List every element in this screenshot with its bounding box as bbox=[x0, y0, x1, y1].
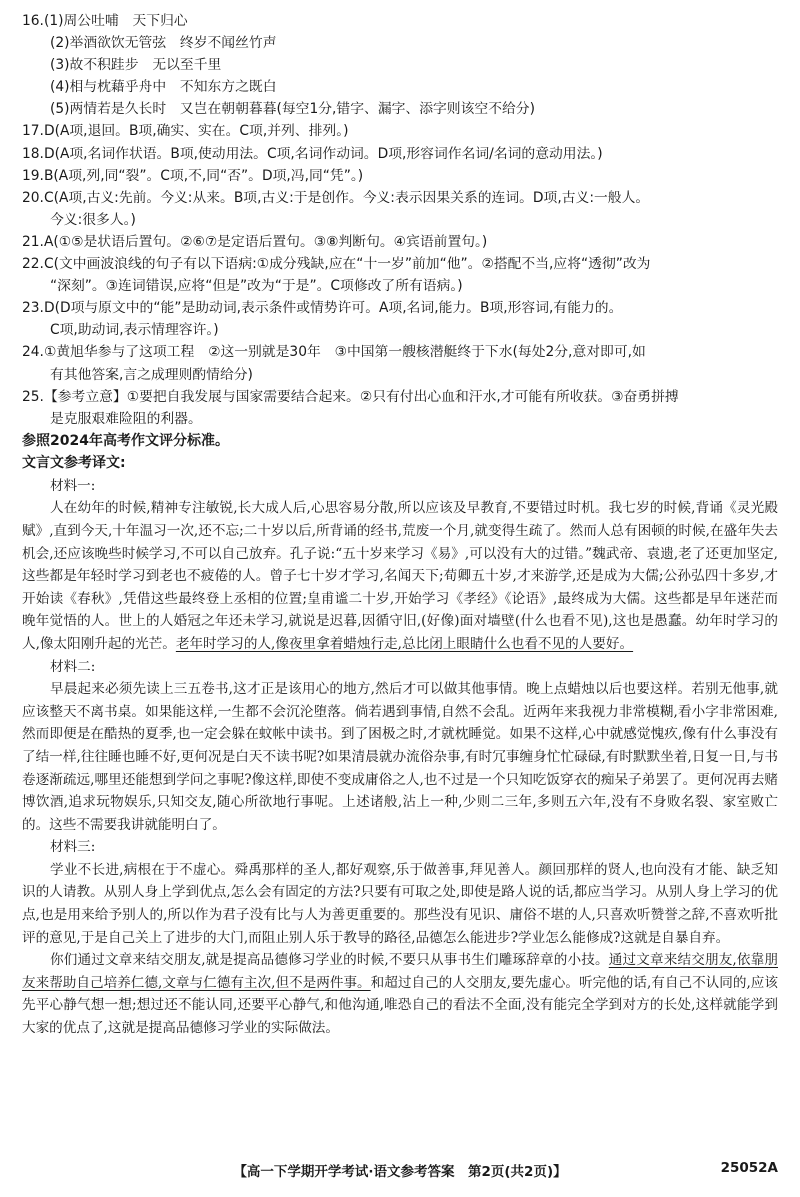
material-2-label: 材料二: bbox=[50, 658, 96, 675]
footer-title: 【高一下学期开学考试·语文参考答案 第2页(共2页)】 bbox=[233, 1164, 567, 1180]
answer-20-line2: 今义:很多人。) bbox=[50, 211, 136, 228]
answer-20-line1: 20.C(A项,古义:先前。今义:从来。B项,古义:于是创作。今义:表示因果关系的连词。D项,古义:一般人。 bbox=[22, 189, 650, 206]
material-1-label: 材料一: bbox=[50, 477, 96, 494]
material-3-para2 bbox=[22, 949, 778, 1039]
material-3-label: 材料三: bbox=[50, 839, 96, 856]
page-footer bbox=[0, 1160, 800, 1184]
answer-22-line2: “深刻”。③连词错误,应将“但是”改为“于是”。C项修改了所有语病。) bbox=[50, 278, 463, 295]
answer-24-line2: 有其他答案,言之成理则酌情给分) bbox=[50, 366, 253, 383]
material-1-text bbox=[22, 497, 778, 655]
answer-16-4: (4)相与枕藉乎舟中 不知东方之既白 bbox=[50, 79, 277, 96]
translation-title: 文言文参考译文: bbox=[22, 455, 126, 472]
answer-16-5: (5)两情若是久长时 又岂在朝朝暮暮(每空1分,错字、漏字、添字则该空不给分) bbox=[50, 101, 535, 118]
material-3-underlined: 通过文章来结交朋友,依靠朋友来帮助自己培养仁德,文章与仁德有主次,但不是两件事。 bbox=[22, 952, 778, 991]
answer-23-line2: C项,助动词,表示情理容许。) bbox=[50, 322, 219, 339]
answer-17: 17.D(A项,退回。B项,确实、实在。C项,并列、排列。) bbox=[22, 123, 349, 140]
material-1-underlined: 老年时学习的人,像夜里拿着蜡烛行走,总比闭上眼睛什么也看不见的人要好。 bbox=[175, 635, 634, 652]
answer-25-line1: 25.【参考立意】①要把自我发展与国家需要结合起来。②只有付出心血和汗水,才可能有所收获。③奋勇拼搏 bbox=[22, 388, 679, 405]
answer-list bbox=[22, 10, 778, 430]
answer-23-line1: 23.D(D项与原文中的“能”是助动词,表示条件或情势许可。A项,名词,能力。B项,形容词,有能力的。 bbox=[22, 300, 623, 317]
material-3-para1: 学业不长进,病根在于不虚心。舜禹那样的圣人,都好观察,乐于做善事,拜见善人。颜回那样的贤人,也向没有才能、缺乏知识的人请教。从别人身上学到优点,怎么会有固定的方法?只要有可取之处,即使是路人说的话,都应当学习。从别人身上学习的优点,也是用来给予别人的,所以作为君子没有比与人为善更重要的。那些没有见识、庸俗不堪的人,只喜欢听赞誉之辞,不喜欢听批评的意见,于是自己关上了进步的大门,而阻止别人乐于教导的路径,品德怎么能进步?学业怎么能修成?这就是自暴自弃。 bbox=[22, 861, 778, 946]
answer-22-line1: 22.C(文中画波浪线的句子有以下语病:①成分残缺,应在“十一岁”前加“他”。②搭配不当,应将“透彻”改为 bbox=[22, 256, 651, 273]
material-3-para2-a: 你们通过文章来结交朋友,就是提高品德修习学业的时候,不要只从事书生们雕琢辞章的小技。 bbox=[50, 952, 609, 969]
answer-16-3: (3)故不积跬步 无以至千里 bbox=[50, 57, 222, 74]
answer-25-line2: 是克服艰难险阻的利器。 bbox=[50, 410, 202, 427]
answer-19: 19.B(A项,列,同“裂”。C项,不,同“否”。D项,冯,同“凭”。) bbox=[22, 167, 364, 184]
material-1-body: 人在幼年的时候,精神专注敏锐,长大成人后,心思容易分散,所以应该及早教育,不要错过时机。我七岁的时候,背诵《灵光殿赋》,直到今天,十年温习一次,还不忘;二十岁以后,所背诵的经书,荒废一个月,就变得生疏了。然而人总有困顿的时候,在盛年失去机会,还应该晚些时候学习,不可以自己放弃。孔子说:“五十岁来学习《易》,可以没有大的过错。”魏武帝、袁遗,老了还更加坚定,这些都是年轻时学习到老也不疲倦的人。曾子七十岁才学习,名闻天下;荀卿五十岁,才来游学,还是成为大儒;公孙弘四十多岁,才开始读《春秋》,凭借这些最终登上丞相的位置;皇甫谧二十岁,开始学习《孝经》《论语》,最终成为大儒。这些都是早年迷茫而晚年觉悟的人。世上的人婚冠之年还未学习,就说是迟暮,因循守旧,(好像)面对墙壁(什么也看不见),这也是愚蠢。幼年时学习的人,像太阳刚升起的光芒。 bbox=[22, 500, 778, 652]
answer-16-2: (2)举酒欲饮无管弦 终岁不闻丝竹声 bbox=[50, 35, 277, 52]
answer-18: 18.D(A项,名词作状语。B项,使动用法。C项,名词作动词。D项,形容词作名词/名词的意动用法。) bbox=[22, 145, 603, 162]
material-2-text: 早晨起来必须先读上三五卷书,这才正是该用心的地方,然后才可以做其他事情。晚上点蜡烛以后也要这样。若别无他事,就应该整天不离书桌。如果能这样,一生都不会沉沦堕落。倘若遇到事情,自然不会乱。近两年来我视力非常模糊,看小字非常困难,然而即便是在酷热的夏季,也一定会躲在蚊帐中读书。到了困极之时,才就枕睡觉。如果不这样,心中就感觉愧疚,像有什么事没有了结一样,往往睡也睡不好,更何况是白天不读书呢?如果清晨就办流俗杂事,有时冗事缠身忙忙碌碌,有时默默坐着,日复一日,与书卷逐渐疏远,哪里还能想到学问之事呢?像这样,即使不变成庸俗之人,也不过是一个只知吃饭穿衣的痴呆子弟罢了。更何况再去赌博饮酒,追求玩物娱乐,只知交友,随心所欲地行事呢。上述诸般,沾上一种,少则二三年,多则五六年,没有不身败名裂、家室败亡的。这些不需要我讲就能明白了。 bbox=[22, 681, 778, 833]
answer-24-line1: 24.①黄旭华参与了这项工程 ②这一别就是30年 ③中国第一艘核潜艇终于下水(每处2分,意对即可,如 bbox=[22, 344, 646, 361]
footer-code: 25052A bbox=[720, 1160, 778, 1176]
material-3-para2-b: 和超过自己的人交朋友,要先虚心。听完他的话,有自己不认同的,应该先平心静气想一想;想过还不能认同,还要平心静气,和他沟通,唯恐自己的看法不全面,没有能完全学到对方的长处,这样就能学到大家的优点了,这就是提高品德修习学业的实际做法。 bbox=[22, 974, 778, 1037]
answer-21: 21.A(①⑤是状语后置句。②⑥⑦是定语后置句。③⑧判断句。④宾语前置句。) bbox=[22, 233, 488, 250]
essay-scoring-note: 参照2024年高考作文评分标准。 bbox=[22, 432, 229, 449]
answer-16-1: 16.(1)周公吐哺 天下归心 bbox=[22, 13, 188, 29]
